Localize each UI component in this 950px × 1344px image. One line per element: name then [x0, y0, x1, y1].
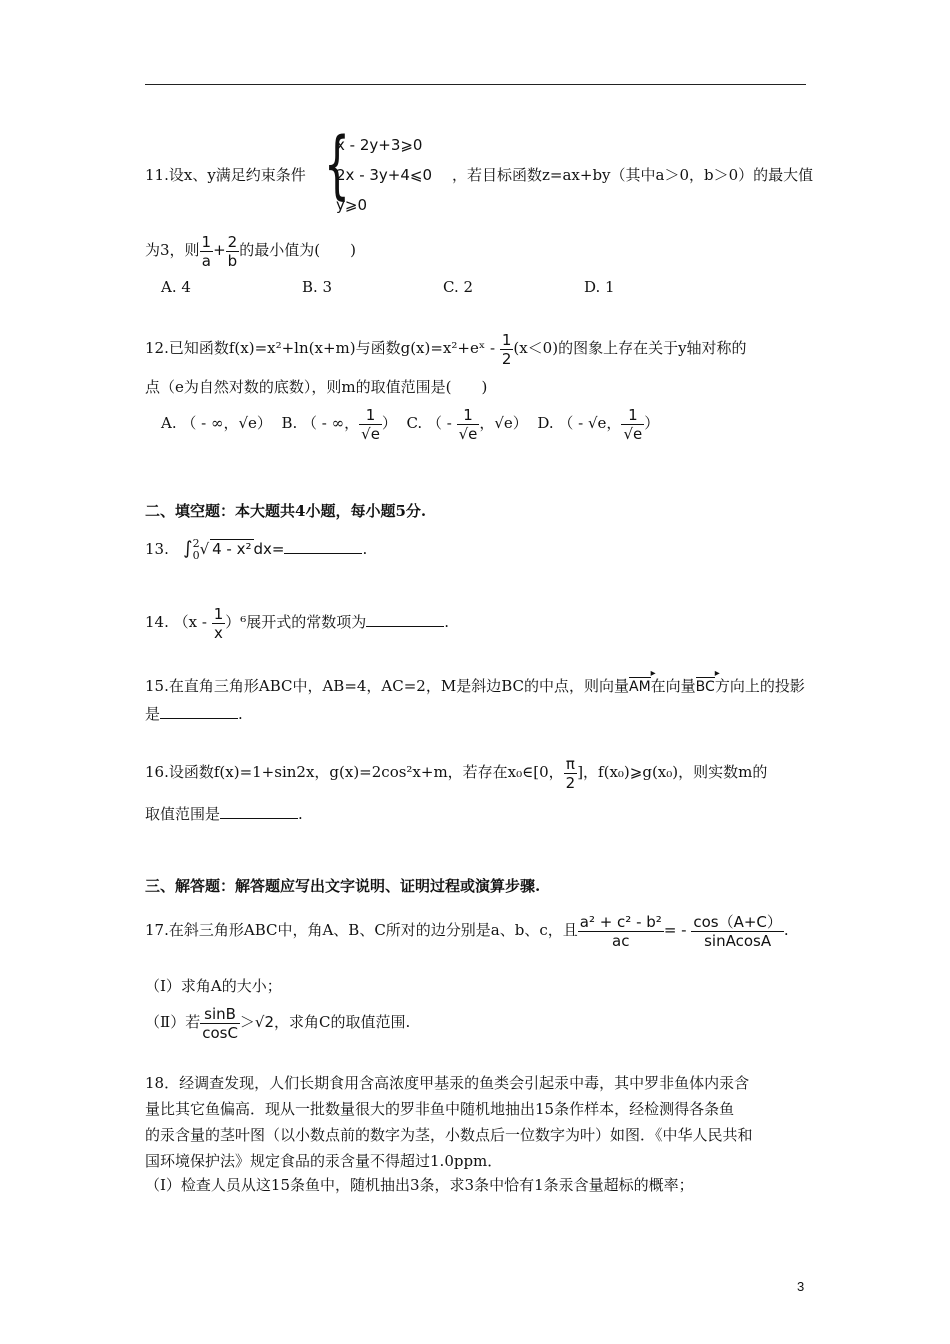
- q11-line2-post: 的最小值为( ): [239, 241, 356, 259]
- q14-post: ）⁶展开式的常数项为: [225, 613, 367, 631]
- q13-limits: 2 0: [192, 537, 200, 562]
- q12-line2: 点（e为自然对数的底数），则m的取值范围是( ): [145, 378, 488, 396]
- q17-rhs-fraction: $\frac{\cos(A+C)}{\text{sinAcosA}}$: [693, 912, 782, 950]
- q15-line1: 15.在直角三角形ABC中，AB=4，AC=2，M是斜边BC的中点，则向量AM ▸在向量BC ▸方向上的投影: [145, 675, 805, 696]
- q14-answer-blank[interactable]: [366, 610, 444, 627]
- q11-tail: ，若目标函数z=ax+by（其中a＞0，b＞0）的最大值: [452, 166, 814, 184]
- q18-line-2: 量比其它鱼偏高．现从一批数量很大的罗非鱼中随机地抽出15条作样本，经检测得各条鱼: [145, 1100, 735, 1118]
- page-number: 3: [797, 1279, 805, 1294]
- question-14: 14. （x - $\frac{1}{x}$ ）⁶展开式的常数项为 .: [145, 604, 450, 642]
- q11-option-b: B. 3: [302, 278, 333, 296]
- q18-line-3: 的汞含量的茎叶图（以小数点前的数字为茎，小数点后一位数字为叶）如图．《中华人民共和: [145, 1126, 753, 1144]
- q11-line2: [145, 230, 356, 270]
- q11-constraint-2: 2x - 3y+4⩽0: [336, 166, 433, 184]
- q16-fraction-pi-over-2: $\frac{\pi}{2}$: [565, 754, 576, 792]
- q11-brace: {: [324, 122, 350, 208]
- q16-line2: 取值范围是 .: [145, 802, 303, 824]
- q12-fraction-half: $\frac{1}{2}$: [501, 330, 512, 368]
- q11-plus: +: [213, 241, 226, 259]
- q11-lead: 11.设x、y满足约束条件: [145, 166, 306, 184]
- q11-option-c: C. 2: [443, 278, 474, 296]
- question-13: 13. ∫ 2 0 √ 4 - x² dx= .: [145, 537, 368, 562]
- q12-option-b: B. （ - ∞， $\frac{1}{√e}$ ）: [281, 405, 397, 443]
- q12-options: [161, 404, 659, 443]
- q18-line-4: 国环境保护法》规定食品的汞含量不得超过1.0ppm．: [145, 1152, 503, 1170]
- q15-line2: 是 .: [145, 702, 243, 724]
- q11-fraction-1-over-a: $\frac{1}{a}$: [201, 232, 212, 270]
- q12-line1-post: (x＜0)的图象上存在关于y轴对称的: [513, 339, 747, 357]
- q14-pre: 14. （x -: [145, 613, 212, 631]
- q15-answer-blank[interactable]: [160, 702, 238, 719]
- q17-part2-fraction: $\frac{\sin B}{\cos C}$: [202, 1004, 238, 1042]
- header-rule: [145, 84, 806, 85]
- q11-option-a: A. 4: [161, 278, 191, 296]
- q11-line2-pre: 为3，则: [145, 241, 200, 259]
- q17-lhs-fraction: $\frac{\text{a² + c² - b²}}{ac}$: [579, 912, 662, 950]
- q12-line1: [145, 328, 747, 368]
- q11-constraint-1: x - 2y+3⩾0: [336, 136, 423, 154]
- q12-option-a: A. （ - ∞，√e）: [161, 414, 272, 432]
- q16-answer-blank[interactable]: [220, 802, 298, 819]
- integral-sign: ∫: [183, 538, 193, 559]
- q16-line1: 16.设函数f(x)=1+sin2x，g(x)=2cos²x+m，若存在x₀∈[0， $\frac{\pi}{2}$ ]，f(x₀)⩾g(x₀)，则实数m的: [145, 754, 768, 792]
- q13-dx: dx=: [253, 540, 285, 558]
- q12-option-c: C. （ - $\frac{1}{√e}$ ，√e）: [406, 405, 528, 443]
- section-2-heading: 二、填空题：本大题共4小题，每小题5分.: [145, 502, 427, 520]
- q17-part-2: （Ⅱ）若 $\frac{\sin B}{\cos C}$ ＞√2，求角C的取值范围.: [145, 1004, 411, 1042]
- q14-fraction: $\frac{1}{x}$: [213, 604, 224, 642]
- q13-answer-blank[interactable]: [284, 537, 362, 554]
- q11-option-d: D. 1: [584, 278, 615, 296]
- q12-option-d: D. （ - √e， $\frac{1}{√e}$ ）: [537, 405, 660, 443]
- q17-part-1: （Ⅰ）求角A的大小；: [145, 977, 282, 995]
- q11-constraint-3: y⩾0: [336, 196, 367, 214]
- q18-line-1: 18．经调查发现，人们长期食用含高浓度甲基汞的鱼类会引起汞中毒，其中罗非鱼体内汞含: [145, 1074, 750, 1092]
- q12-line1-pre: 12.已知函数f(x)=x²+ln(x+m)与函数g(x)=x²+eˣ -: [145, 339, 500, 357]
- vector-bc: BC ▸: [696, 677, 715, 695]
- q13-radicand: 4 - x²: [212, 540, 252, 558]
- q11-fraction-2-over-b: $\frac{2}{b}$: [227, 232, 238, 270]
- q18-line-5: （Ⅰ）检查人员从这15条鱼中，随机抽出3条，求3条中恰有1条汞含量超标的概率；: [145, 1176, 694, 1194]
- vector-am: AM ▸: [629, 677, 651, 695]
- q17-line1: 17.在斜三角形ABC中，角A、B、C所对的边分别是a、b、c，且 $\frac{\text{a² + c² - b²}}{ac}$ = - $\frac{\cos(A+C)}{\text{sinAcosA}}$ .: [145, 912, 789, 950]
- q13-number: 13.: [145, 540, 169, 558]
- section-3-heading: 三、解答题：解答题应写出文字说明、证明过程或演算步骤.: [145, 877, 541, 895]
